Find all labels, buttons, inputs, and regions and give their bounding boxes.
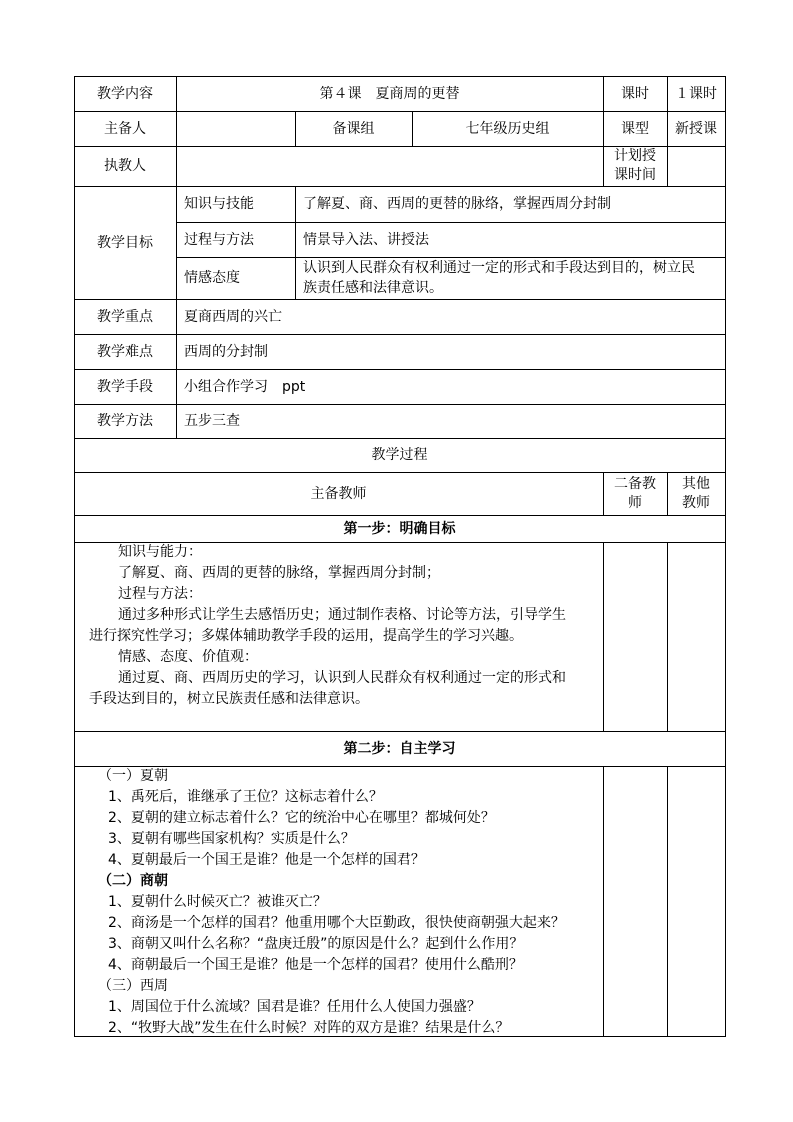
col-second-line1: 二备教: [614, 475, 656, 492]
plan-time-label: [603, 146, 667, 186]
plan-time-label-line2: 课时间: [614, 167, 656, 183]
hours-value: １课时: [675, 85, 717, 102]
teacher-value[interactable]: [176, 146, 603, 186]
plan-time-label-line1: 计划授: [614, 148, 656, 164]
difficulty-value: 西周的分封制: [184, 343, 268, 360]
table-rule: [603, 766, 604, 1036]
lead-label: 主备人: [104, 120, 146, 137]
col-main-teacher: 主备教师: [310, 485, 367, 502]
method-label: 教学方法: [97, 413, 153, 429]
means-value: 小组合作学习 ppt: [184, 378, 306, 395]
step1-line: 情感、态度、价值观：: [118, 649, 258, 665]
objective-knowledge-label: 知识与技能: [184, 196, 254, 212]
col-other-line1: 其他: [682, 475, 710, 492]
table-rule: [725, 76, 726, 1037]
step2-question: 2、商汤是一个怎样的国君？他重用哪个大臣勤政，很快使商朝强大起来？: [108, 915, 565, 931]
step2-section-heading: （三）西周: [98, 978, 168, 994]
step1-title: 第一步：明确目标: [343, 520, 456, 537]
step2-title: 第二步：自主学习: [343, 740, 456, 757]
objectives-label: 教学目标: [97, 234, 153, 251]
step1-line: 进行探究性学习；多媒体辅助教学手段的运用，提高学生的学习兴趣。: [89, 628, 523, 644]
objective-attitude-value: [303, 257, 723, 299]
table-rule: [603, 542, 604, 731]
step1-body: [74, 542, 603, 731]
difficulty-label: 教学难点: [97, 343, 153, 360]
process-title: 教学过程: [371, 447, 428, 463]
group-value: 七年级历史组: [465, 120, 550, 137]
objective-attitude-line1: 认识到人民群众有权利通过一定的形式和手段达到目的，树立民: [303, 260, 695, 276]
step2-question: 1、禹死后，谁继承了王位？这标志着什么？: [108, 789, 383, 805]
step2-section-heading: （二）商朝: [98, 873, 168, 889]
hours-label: 课时: [621, 85, 649, 102]
lead-value[interactable]: [176, 111, 295, 146]
lesson-title: 第４课 夏商周的更替: [319, 85, 460, 102]
plan-time-value[interactable]: [667, 146, 725, 186]
group-label: 备课组: [332, 120, 375, 137]
objective-process-label: 过程与方法: [184, 231, 254, 248]
step2-body: [74, 766, 603, 1036]
content-label: 教学内容: [97, 85, 153, 102]
step1-line: 手段达到目的，树立民族责任感和法律意识。: [89, 691, 369, 707]
step1-line: 通过夏、商、西周历史的学习，认识到人民群众有权利通过一定的形式和: [118, 670, 566, 686]
type-label: 课型: [621, 120, 649, 137]
step2-question: 4、商朝最后一个国王是谁？他是一个怎样的国君？使用什么酷刑？: [108, 957, 523, 973]
method-value: 五步三查: [184, 413, 240, 429]
step2-section-heading: （一）夏朝: [98, 768, 168, 784]
step2-question: 2、夏朝的建立标志着什么？它的统治中心在哪里？都城何处？: [108, 810, 495, 826]
step2-question: 3、夏朝有哪些国家机构？实质是什么？: [108, 831, 355, 847]
objective-knowledge-value: 了解夏、商、西周的更替的脉络，掌握西周分封制: [303, 196, 611, 212]
step2-question: 2、“牧野大战”发生在什么时候？对阵的双方是谁？结果是什么？: [108, 1020, 510, 1036]
step2-question: 3、商朝又叫什么名称？“盘庚迁殷”的原因是什么？起到什么作用？: [108, 936, 524, 952]
teacher-label: 执教人: [104, 158, 146, 174]
step2-question: 1、夏朝什么时候灭亡？被谁灭亡？: [108, 894, 327, 910]
step1-line: 过程与方法：: [118, 586, 202, 602]
step1-line: 知识与能力：: [118, 544, 202, 560]
objective-attitude-label: 情感态度: [184, 270, 240, 286]
col-other-line2: 教师: [682, 494, 710, 511]
step1-line: 通过多种形式让学生去感悟历史；通过制作表格、讨论等方法，引导学生: [118, 607, 566, 623]
col-second-teacher: [603, 472, 667, 515]
objective-process-value: 情景导入法、讲授法: [303, 231, 429, 248]
objective-attitude-line2: 族责任感和法律意识。: [303, 280, 443, 296]
step2-question: 1、周国位于什么流域？国君是谁？任用什么人使国力强盛？: [108, 999, 481, 1015]
table-rule: [667, 542, 668, 731]
col-other-teacher: [667, 472, 725, 515]
key-point-value: 夏商西周的兴亡: [184, 308, 282, 325]
table-rule: [667, 766, 668, 1036]
step2-question: 4、夏朝最后一个国王是谁？他是一个怎样的国君？: [108, 852, 425, 868]
key-point-label: 教学重点: [97, 308, 153, 325]
means-label: 教学手段: [97, 378, 153, 395]
type-value: 新授课: [675, 120, 717, 137]
col-second-line2: 师: [628, 494, 642, 511]
step1-line: 了解夏、商、西周的更替的脉络，掌握西周分封制；: [118, 565, 440, 581]
